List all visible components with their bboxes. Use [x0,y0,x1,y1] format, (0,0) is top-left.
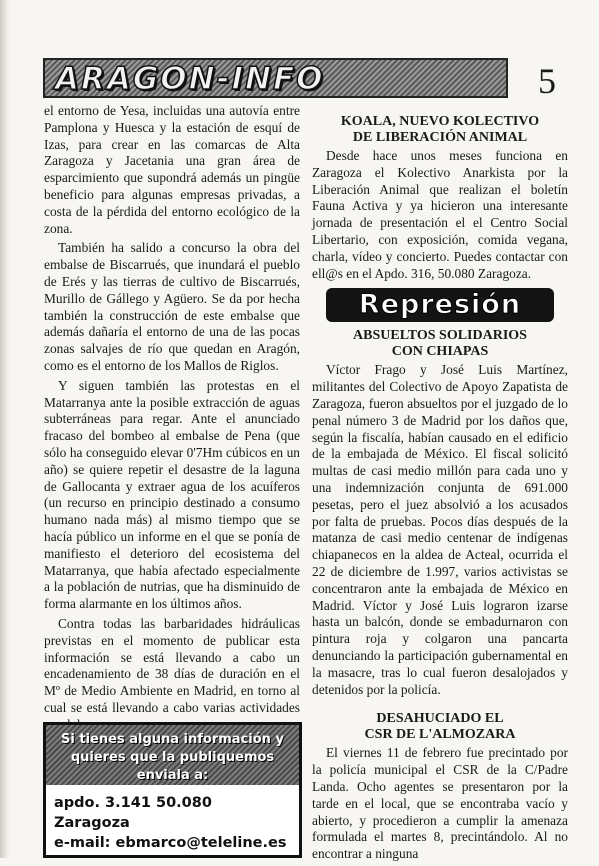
absueltos-headline-line-2: CON CHIAPAS [391,344,489,360]
left-paragraph-4: Contra todas las barbaridades hidráulicas previstas en el momento de publicar esta información se está llevando a cabo un encadenamiento de 38 días de duración en el Mº de Medio Ambiente en Madrid, en torno al cual se está llevando a cabo varias actividades [44,615,300,715]
ad-line-1: Si tienes alguna información y [61,732,284,747]
section-spacer [312,701,568,711]
left-column [44,103,300,736]
left-paragraph-1: el entorno de Yesa, incluidas una autovía entre Pamplona y Huesca y la estación de esquí de Izas, para crear en las comarcas de Alta Zaragoza y Jacetania una gran área de esparcimiento que supondrá además un pingüe beneficio para algunas empresas privadas, a costa de la pérdida del entorno ecológico de la zona. [44,103,300,236]
ad-address: apdo. 3.141 50.080 Zaragoza [54,795,212,831]
koala-headline-line-1: KOALA, NUEVO KOLECTIVO [340,114,540,129]
koala-body: Desde hace unos meses funciona en Zaragoza el Kolectivo Anarkista por la Liberación Animal que realizan el boletín Fauna Activa y ya hicieron una interesante jornada de presentación el el Centro Social Libertario, con exposición, comida vegana, charla, vídeo y concierto. Puedes contactar con ell@s en el Apdo. 316, 50.080 Zaragoza. [312,148,568,281]
represion-stamp-text: Represión [358,288,522,320]
page-spine-shadow [0,0,10,858]
absueltos-body: Víctor Frago y José Luis Martínez, militantes del Colectivo de Apoyo Zapatista de Zaragoza, fueron absueltos por el juzgado de lo penal número 3 de Madrid por los daños que, según la fiscalía, habían causado en el edificio de la embajada de México. El fiscal solicitó multas de casi medio millón para cada uno y una indemnización conjunta de 691.000 pesetas, pero el juez absolvió a los acusados por falta de pruebas. Pocos días después de la matanza de casi medio centenar de indígenas chiapanecos en la aldea de Acteal, ocurrida el 22 de diciembre de 1.997, varios activistas se concentraron ante la embajada de México en Madrid. Víctor y José Luis lograron izarse hasta un balcón, donde se embadurnaron con pintura roja y colgaron una pancarta denunciando la participación gubernamental en la masacre, tras lo cual fueron desalojados y detenidos por la policía. [312,362,568,697]
ad-line-2: quieres que la publiquemos enviala a: [70,750,275,783]
desahuciado-body: El viernes 11 de febrero fue precintado por la policía municipal el CSR de la C/Padre Landa. Ocho agentes se presentaron por la tarde en el local, que se encontraba vacío y abierto, y procedieron a cumplir la amenaza formulada el martes 8, precintándolo. Al no encontrar a ninguna [312,745,568,862]
desahuciado-headline [312,711,568,743]
absueltos-headline [312,328,568,360]
koala-headline [312,114,568,146]
contact-ad-box [43,722,302,858]
page-number: 5 [538,61,556,101]
ad-email: e-mail: ebmarco@teleline.es [54,835,287,851]
left-paragraph-2: También ha salido a concurso la obra del embalse de Biscarrués, que inundará el pueblo de Erés y las tierras de cultivo de Biscarrués, Murillo de Gállego y Agüero. Se da por hecha también la construcción de este embalse que además dañaría el entorno de una de las pocas zonas salvajes de río que quedan en Aragón, como es el entorno de los Mallos de Riglos. [44,240,300,373]
desahuciado-headline-line-1: DESAHUCIADO EL [376,711,504,727]
absueltos-headline-line-1: ABSUELTOS SOLIDARIOS [353,328,527,344]
ad-header [46,725,299,785]
desahuciado-headline-line-2: CSR DE L'ALMOZARA [364,727,516,743]
left-paragraph-3: Y siguen también las protestas en el Matarranya ante la posible extracción de aguas subterráneas para regar. Ante el anunciado fracaso del bombeo al embalse de Pena (que sólo ha conseguido elevar 0'7Hm cúbicos en un año) se quiere repetir el desastre de la laguna de Gallocanta y extraer agua de los acuíferos (un recurso en principio destinado a consumo humano nada más) al mismo tiempo que se hacía público un informe en el que se ponía de manifiesto el deterioro del ecosistema del Matarranya, que había afectado especialmente a la población de nutrias, que ha disminuido de forma alarmante en los últimos años. [44,377,300,612]
koala-headline-line-2: DE LIBERACIÓN ANIMAL [352,130,528,145]
right-column [312,114,568,866]
masthead-banner [43,58,508,98]
masthead-title: ARAGON-INFO [55,61,325,97]
ad-contact-details [46,785,299,861]
represion-section-stamp [326,288,554,322]
